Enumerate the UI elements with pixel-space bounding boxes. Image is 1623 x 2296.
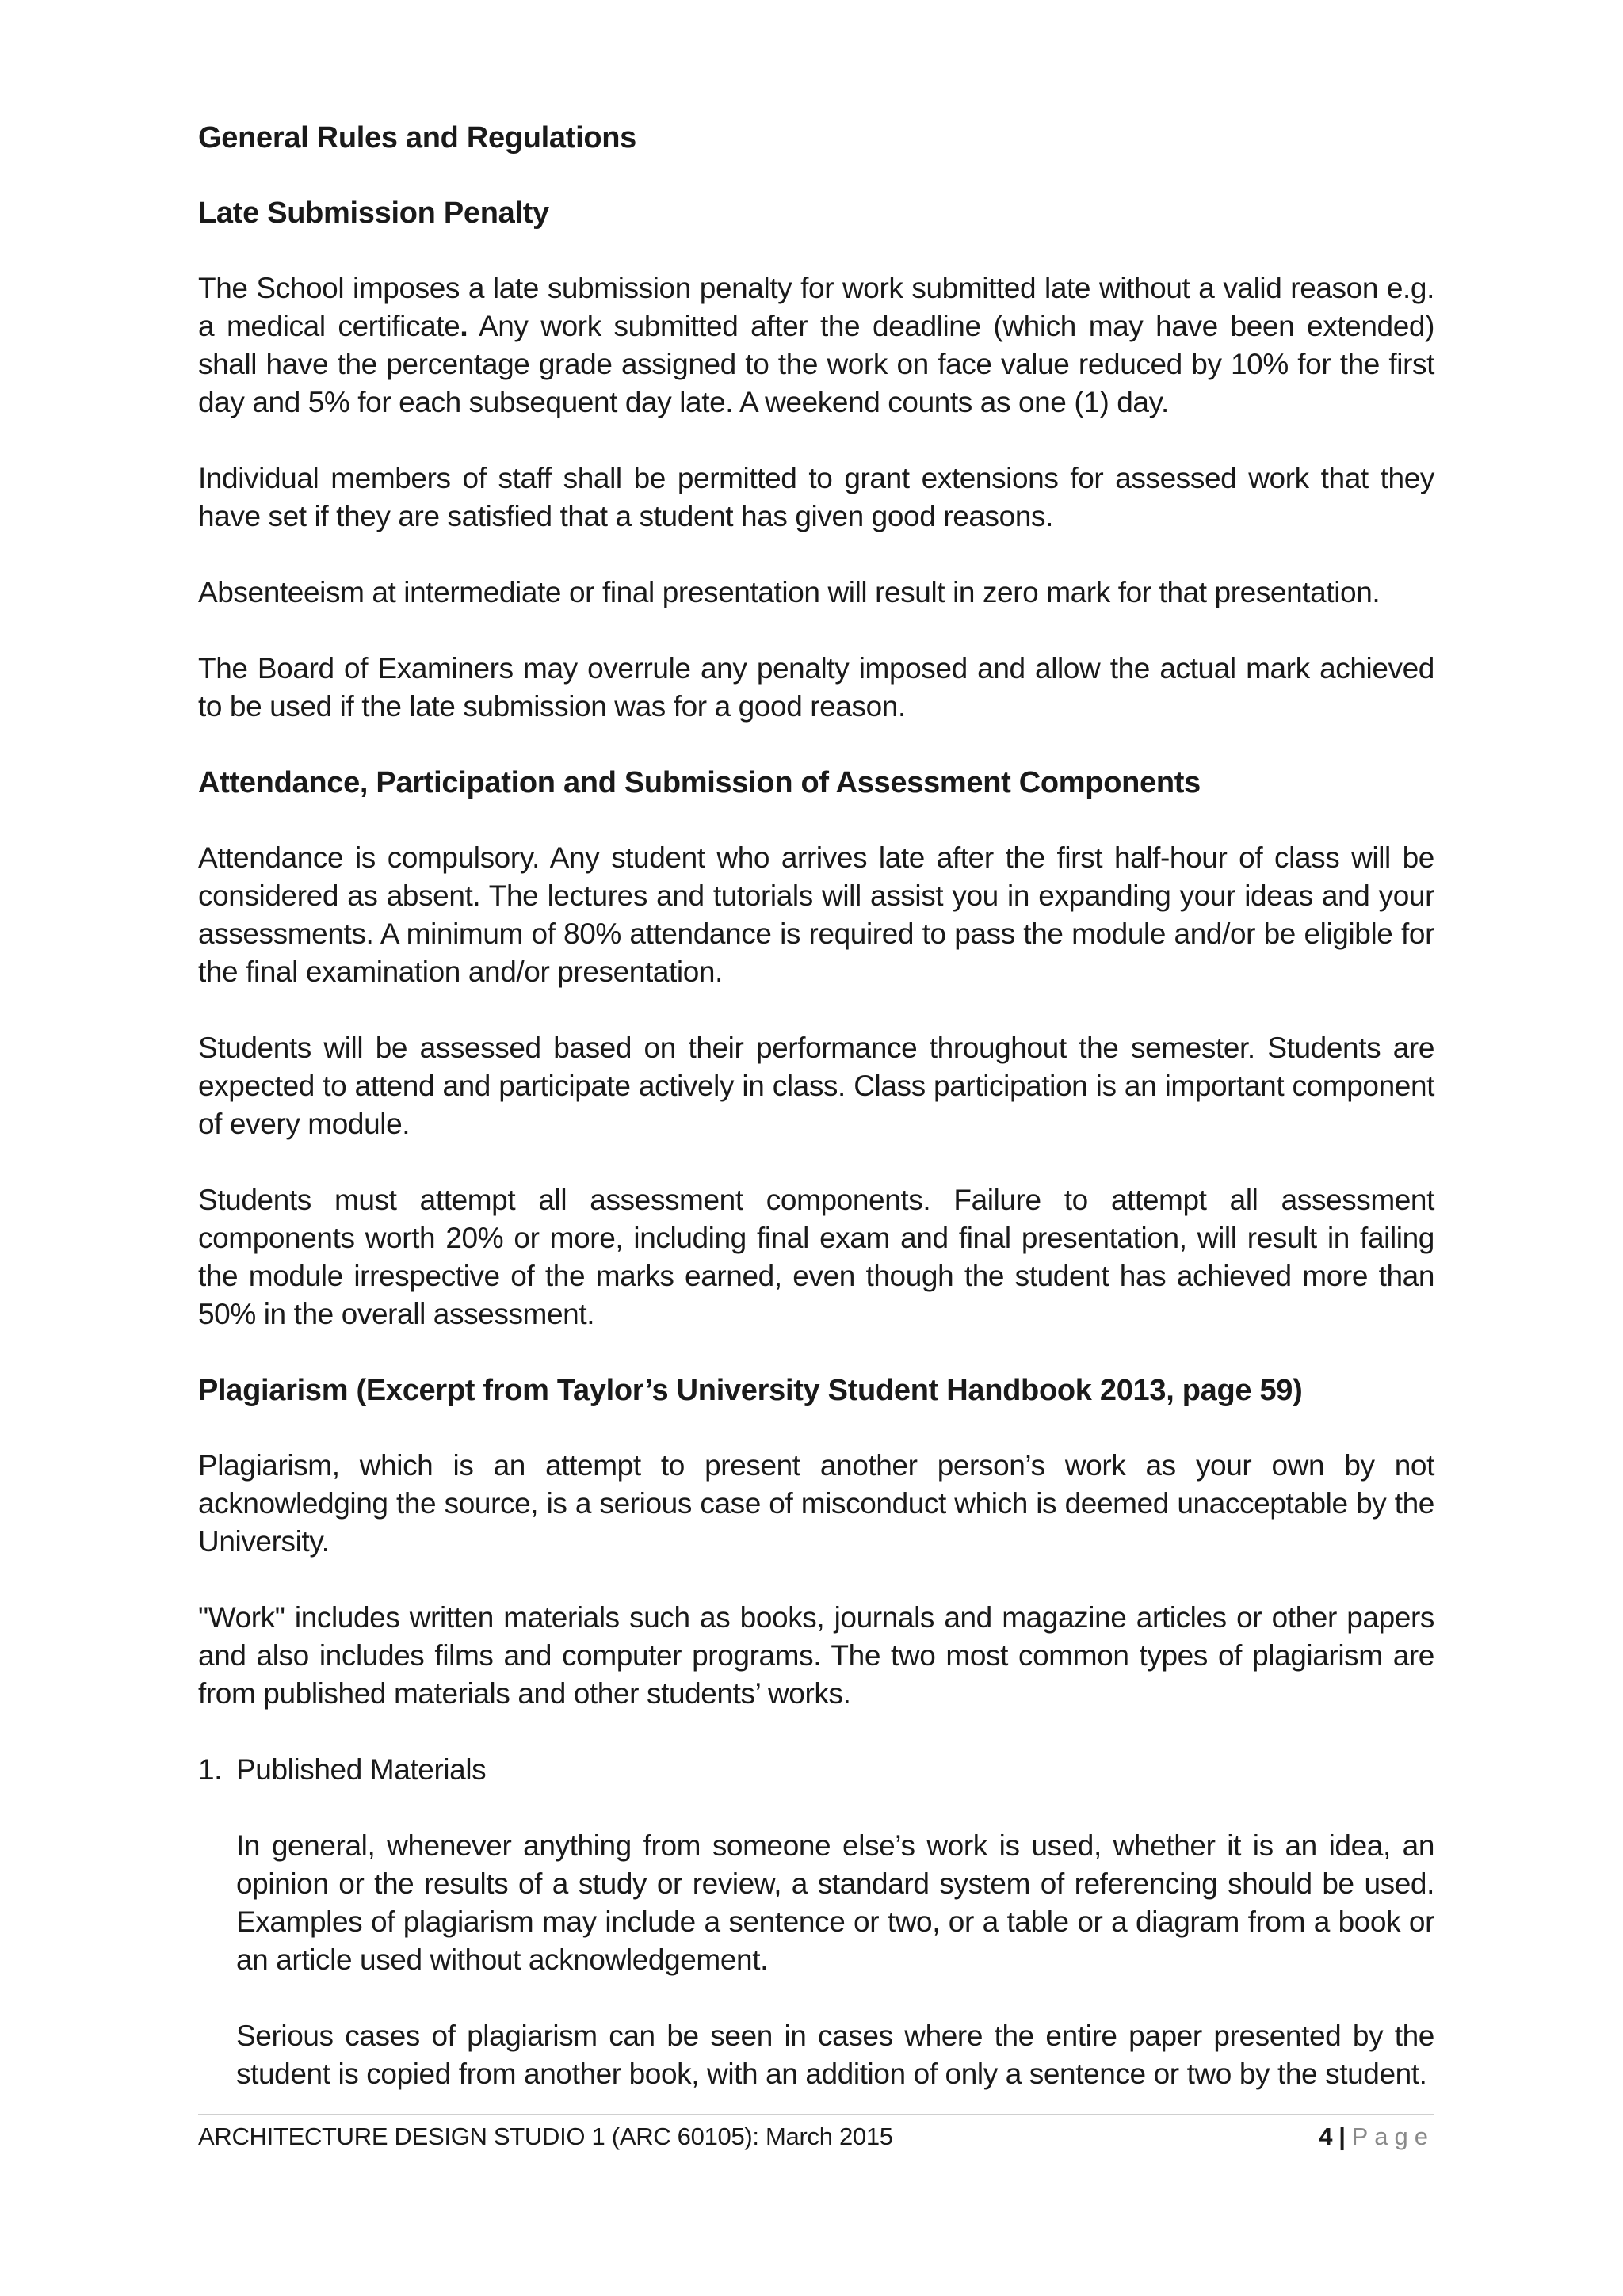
paragraph-absenteeism: Absenteeism at intermediate or final presentation will result in zero mark for that presentation. (198, 576, 1381, 608)
page-number: 4 (1319, 2122, 1333, 2150)
footer-course-title: ARCHITECTURE DESIGN STUDIO 1 (ARC 60105): March 2015 (198, 2122, 893, 2150)
paragraph-extensions: Individual members of staff shall be permitted to grant extensions for assessed work that they have set if they are satisfied that a student has given good reasons. (198, 462, 1434, 532)
footer-page-indicator (1319, 2118, 1434, 2156)
paragraph-late-penalty-part2: Any work submitted after the deadline (which may have been extended) shall have the percentage grade assigned to the work on face value reduced by 10% for the first day and 5% for each subsequent day late. A weekend counts as one (1) day. (198, 310, 1434, 418)
paragraph-late-penalty-bold-dot: . (460, 310, 468, 342)
list-item-published-materials (198, 1751, 1434, 1789)
list-item-body (198, 1827, 1434, 2093)
document-body (198, 119, 1434, 2131)
document-page (198, 0, 1434, 2296)
footer-divider (198, 2114, 1434, 2115)
page-separator: | (1338, 2122, 1346, 2150)
page-footer (198, 2118, 1434, 2156)
section-heading-general: General Rules and Regulations (198, 121, 636, 154)
paragraph-referencing: In general, whenever anything from someone else’s work is used, whether it is an idea, an opinion or the results of a study or review, a standard system of referencing should be used. Examples of plagiarism may include a sentence or two, or a table or a diagram from a book or an article used without acknowledgement. (236, 1829, 1434, 1976)
paragraph-work-definition: "Work" includes written materials such as books, journals and magazine articles or other papers and also includes films and computer programs. The two most common types of plagiarism are from published materials and other students’ works. (198, 1601, 1434, 1710)
paragraph-attempt-components: Students must attempt all assessment components. Failure to attempt all assessment components worth 20% or more, including final exam and final presentation, will result in failing the module irrespective of the marks earned, even though the student has achieved more than 50% in the overall assessment. (198, 1184, 1434, 1330)
section-heading-plagiarism: Plagiarism (Excerpt from Taylor’s University Student Handbook 2013, page 59) (198, 1374, 1303, 1407)
section-heading-attendance: Attendance, Participation and Submission of Assessment Components (198, 766, 1201, 799)
paragraph-attendance-compulsory: Attendance is compulsory. Any student who arrives late after the first half-hour of class will be considered as absent. The lectures and tutorials will assist you in expanding your ideas and your assessments. A minimum of 80% attendance is required to pass the module and/or be eligible for the final examination and/or presentation. (198, 841, 1434, 988)
list-item-title: Published Materials (236, 1753, 487, 1786)
list-item-number: 1. (198, 1753, 223, 1786)
paragraph-board-of-examiners: The Board of Examiners may overrule any penalty imposed and allow the actual mark achieved to be used if the late submission was for a good reason. (198, 652, 1434, 723)
page-label: Page (1351, 2122, 1434, 2150)
paragraph-serious-cases: Serious cases of plagiarism can be seen in cases where the entire paper presented by the student is copied from another book, with an addition of only a sentence or two by the student. (236, 2019, 1434, 2090)
paragraph-late-penalty-part1: The School imposes a late submission penalty for work submitted late without a valid reason e.g. a medical certificate (198, 272, 1434, 342)
paragraph-plagiarism-definition: Plagiarism, which is an attempt to present another person’s work as your own by not acknowledging the source, is a serious case of misconduct which is deemed unacceptable by the University. (198, 1449, 1434, 1558)
paragraph-assessment-performance: Students will be assessed based on their performance throughout the semester. Students are expected to attend and participate actively in class. Class participation is an important component of every module. (198, 1032, 1434, 1140)
section-heading-late-submission: Late Submission Penalty (198, 196, 549, 230)
paragraph-late-penalty (198, 269, 1434, 421)
